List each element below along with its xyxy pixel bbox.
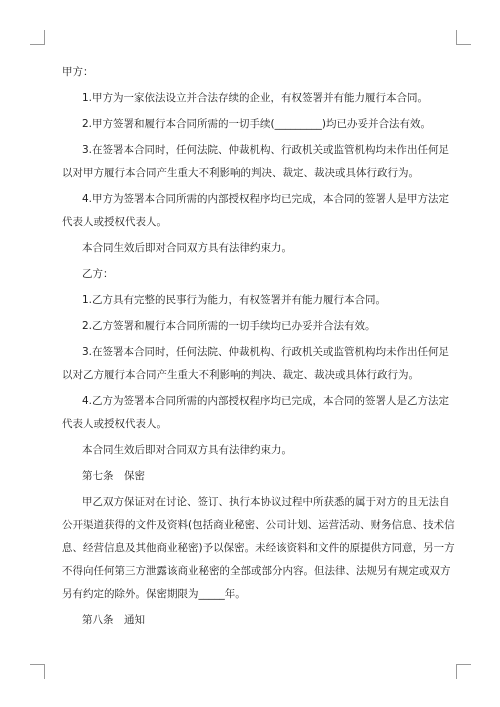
party-a-heading: 甲方：	[62, 66, 94, 78]
party-b-clause-3-line-2: 以对乙方履行本合同产生重大不利影响的判决、裁定、裁决或具体行政行为。	[62, 369, 419, 381]
crop-mark-bottom-right	[456, 664, 471, 679]
crop-mark-top-left	[30, 30, 45, 45]
crop-mark-top-right	[456, 30, 471, 45]
document-body	[62, 66, 455, 627]
article-7-heading: 第七条 保密	[82, 470, 145, 482]
party-a-clause-3-line-1: 3.在签署本合同时，任何法院、仲裁机构、行政机关或监管机构均未作出任何足	[82, 144, 450, 156]
party-a-clause-1: 1.甲方为一家依法设立并合法存续的企业，有权签署并有能力履行本合同。	[82, 92, 429, 104]
article-7-body-line-2: 公开渠道获得的文件及资料(包括商业秘密、公司计划、运营活动、财务信息、技术信	[62, 519, 455, 531]
party-a-effect-statement: 本合同生效后即对合同双方具有法律约束力。	[82, 242, 292, 254]
article-8-heading: 第八条 通知	[82, 614, 145, 626]
party-b-clause-4-line-2: 代表人或授权代表人。	[62, 418, 167, 430]
article-7-body-line-1: 甲乙双方保证对在讨论、签订、执行本协议过程中所获悉的属于对方的且无法自	[82, 496, 450, 508]
article-7-body-line-3: 息、经营信息及其他商业秘密)予以保密。未经该资料和文件的原提供方同意，另一方	[62, 542, 455, 554]
article-7-body-line-5: 另有约定的除外。保密期限为_____年。	[62, 588, 246, 600]
article-7-body-line-4: 不得向任何第三方泄露该商业秘密的全部或部分内容。但法律、法规另有规定或双方	[62, 565, 451, 577]
party-b-clause-4-line-1: 4.乙方为签署本合同所需的内部授权程序均已完成，本合同的签署人是乙方法定	[82, 395, 450, 407]
party-a-clause-4-line-2: 代表人或授权代表人。	[62, 216, 167, 228]
party-a-clause-4-line-1: 4.甲方为签署本合同所需的内部授权程序均已完成，本合同的签署人是甲方法定	[82, 193, 450, 205]
party-b-clause-2: 2.乙方签署和履行本合同所需的一切手续均已办妥并合法有效。	[82, 320, 376, 332]
party-b-clause-1: 1.乙方具有完整的民事行为能力，有权签署并有能力履行本合同。	[82, 294, 387, 306]
party-b-clause-3-line-1: 3.在签署本合同时，任何法院、仲裁机构、行政机关或监管机构均未作出任何足	[82, 346, 450, 358]
crop-mark-bottom-left	[30, 664, 45, 679]
party-b-heading: 乙方：	[82, 268, 114, 280]
party-b-effect-statement: 本合同生效后即对合同双方具有法律约束力。	[82, 444, 292, 456]
party-a-clause-2: 2.甲方签署和履行本合同所需的一切手续(_________)均已办妥并合法有效。	[82, 118, 431, 130]
party-a-clause-3-line-2: 以对甲方履行本合同产生重大不利影响的判决、裁定、裁决或具体行政行为。	[62, 167, 419, 179]
